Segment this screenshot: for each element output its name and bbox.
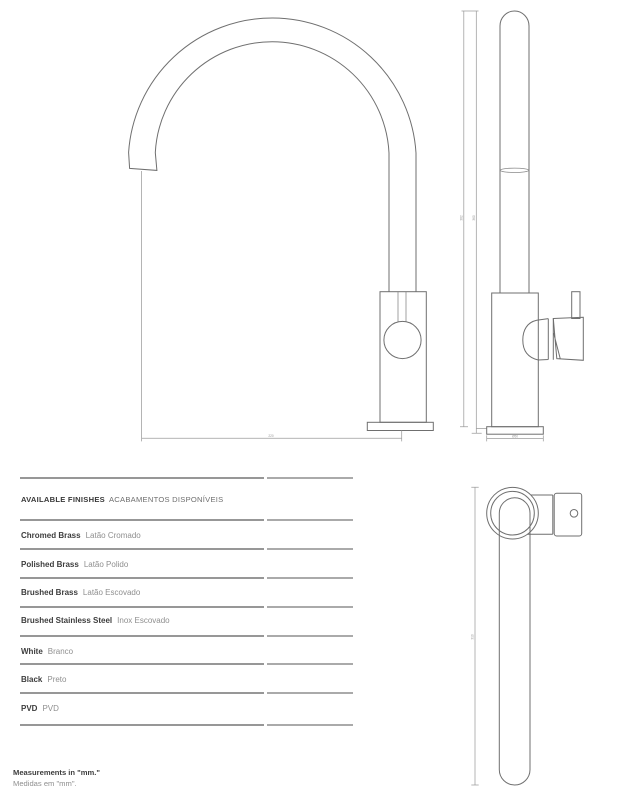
table-rule: [20, 606, 353, 608]
faucet-top-view-drawing: [430, 460, 619, 800]
spout-outline: [129, 18, 416, 292]
finish-row: [21, 675, 66, 684]
height-dimension-label-inner: 360: [471, 215, 476, 221]
finish-name-pt: Latão Escovado: [82, 588, 141, 597]
lever-handle: [553, 317, 583, 360]
table-rule: [20, 477, 353, 479]
reach-dimension-line: [142, 171, 402, 441]
table-rule: [20, 577, 353, 579]
finishes-title-en: AVAILABLE FINISHES: [21, 495, 105, 504]
finish-name-en: PVD: [21, 704, 38, 713]
base-flange-side: [487, 427, 544, 435]
finish-row: [21, 616, 170, 625]
finish-name-en: Chromed Brass: [21, 531, 81, 540]
height-dimension-lines: [460, 11, 487, 433]
reach-dimension-label: 220: [268, 434, 274, 439]
table-rule: [20, 663, 353, 665]
finish-row: [21, 588, 140, 597]
finish-name-pt: Latão Polido: [83, 560, 129, 569]
finish-name-en: Brushed Stainless Steel: [21, 616, 113, 625]
finish-row: [21, 704, 59, 713]
measurements-note-en: Measurements in "mm.": [13, 768, 100, 777]
measurements-note-pt: Medidas em "mm".: [13, 779, 77, 788]
table-rule: [20, 635, 353, 637]
table-rule: [20, 519, 353, 521]
handle-knob: [384, 321, 421, 358]
faucet-front-view-drawing: [0, 0, 440, 460]
table-rule: [20, 692, 353, 694]
faucet-side-view-drawing: [440, 0, 619, 460]
finishes-title-pt: ACABAMENTOS DISPONÍVEIS: [108, 495, 224, 504]
finishes-table-header: [21, 495, 223, 504]
available-finishes-table: [20, 476, 353, 732]
spout-tube: [500, 11, 529, 293]
handle-screw-hole: [570, 510, 578, 518]
finish-name-pt: Branco: [47, 647, 74, 656]
finish-name-pt: Preto: [47, 675, 67, 684]
base-dimension-label: Ø50: [511, 434, 519, 439]
faucet-body-side: [492, 293, 539, 427]
finish-name-en: Brushed Brass: [21, 588, 78, 597]
table-rule: [20, 548, 353, 550]
finish-name-pt: Latão Cromado: [85, 531, 141, 540]
finish-name-pt: PVD: [42, 704, 59, 713]
faucet-body: [380, 292, 426, 423]
spout-joint-line: [500, 168, 528, 172]
inner-tube-lines: [398, 292, 406, 322]
finish-name-en: White: [21, 647, 43, 656]
finish-row: [21, 647, 73, 656]
depth-dimension-label: 310: [470, 634, 475, 640]
lever-tip: [572, 292, 580, 319]
height-dimension-label-outer: 382: [459, 215, 464, 221]
finish-name-pt: Inox Escovado: [117, 616, 170, 625]
finish-row: [21, 531, 141, 540]
spout-arm-top: [499, 498, 530, 785]
handle-connector: [528, 495, 553, 534]
finish-name-en: Black: [21, 675, 43, 684]
measurements-note: [13, 767, 100, 789]
base-circle-outer: [487, 487, 539, 539]
base-flange: [367, 422, 433, 430]
finish-name-en: Polished Brass: [21, 560, 79, 569]
finish-row: [21, 560, 128, 569]
table-rule: [20, 724, 353, 726]
